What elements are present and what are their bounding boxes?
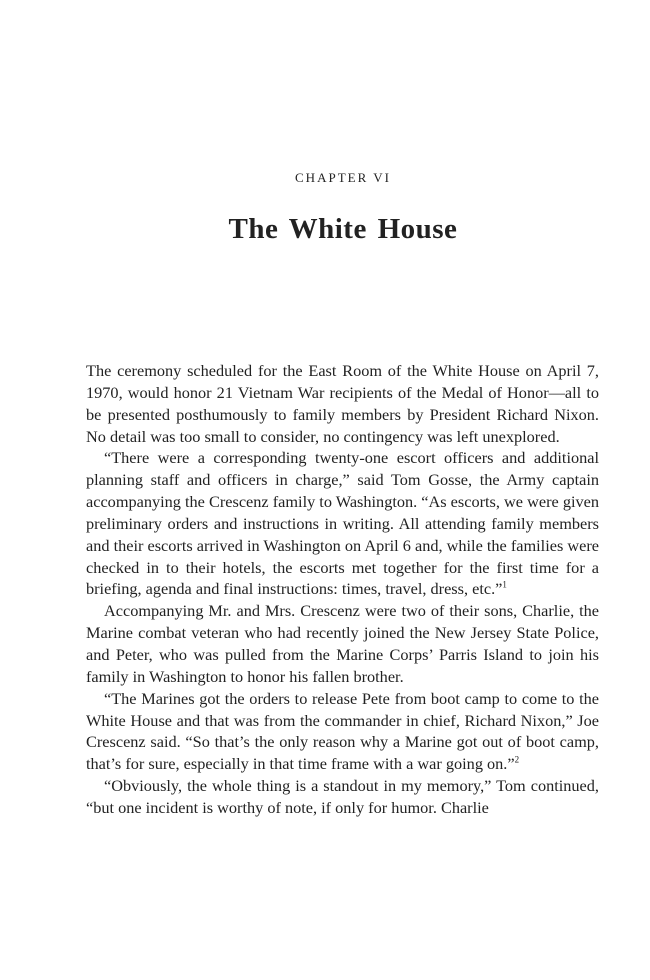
paragraph-text: Accompanying Mr. and Mrs. Crescenz were two of their sons, Charlie, the Marine combat veteran who had recently joined the New Jersey State Police, and Peter, who was pulled from the Marine Corps’ Parris Island to join his family in Washington to honor his fallen brother.	[86, 601, 599, 686]
footnote-marker[interactable]: 2	[514, 754, 520, 765]
paragraph-text: “The Marines got the orders to release Pete from boot camp to come to the White House and that was from the commander in chief, Richard Nixon,” Joe Crescenz said. “So that’s the only reason why a Marine got out of boot camp, that’s for sure, especially in that time frame with a war going on.”	[86, 688, 599, 774]
paragraph	[86, 688, 599, 775]
body-text	[86, 360, 599, 819]
paragraph	[86, 360, 599, 447]
paragraph	[86, 447, 599, 600]
paragraph-text: The ceremony scheduled for the East Room of the White House on April 7, 1970, would honor 21 Vietnam War recipients of the Medal of Honor—all to be presented posthumously to family members by President Richard Nixon. No detail was too small to consider, no contingency was left unexplored.	[86, 361, 599, 446]
chapter-title: The White House	[228, 213, 458, 245]
paragraph-text: “There were a corresponding twenty-one escort officers and additional planning staff and officers in charge,” said Tom Gosse, the Army captain accompanying the Crescenz family to Washington. “As escorts, we were given preliminary orders and instructions in writing. All attending family members and their escorts arrived in Washington on April 6 and, while the families were checked in to their hotels, the escorts met together for the first time for a briefing, agenda and final instructions: times, travel, dress, etc.”	[86, 448, 599, 599]
paragraph	[86, 600, 599, 687]
paragraph-text: “Obviously, the whole thing is a standout in my memory,” Tom continued, “but one incident is worthy of note, if only for humor. Charlie	[86, 776, 599, 817]
footnote-marker[interactable]: 1	[502, 580, 507, 591]
chapter-label: CHAPTER VI	[295, 170, 391, 185]
paragraph	[86, 775, 599, 819]
